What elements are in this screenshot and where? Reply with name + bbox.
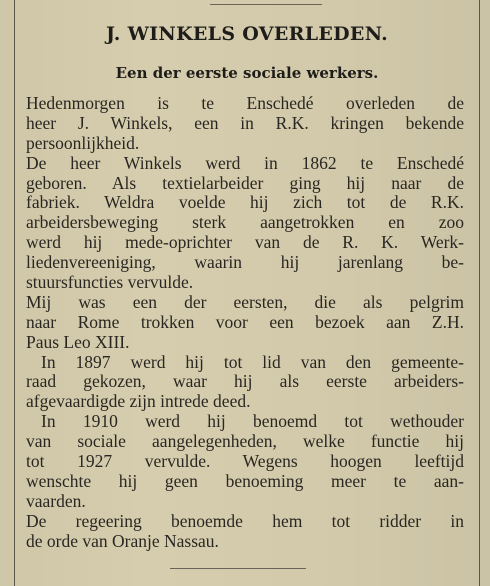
article-line: de orde van Oranje Nassau. — [26, 531, 219, 551]
article-line: De heer Winkels werd in 1862 te Enschedé — [26, 153, 464, 173]
article-line: heer J. Winkels, een in R.K. kringen bekende — [26, 113, 464, 133]
article-line: geboren. Als textielarbeider ging hij naar de — [26, 173, 464, 193]
article-subheading: Een der eerste sociale werkers. — [115, 64, 379, 82]
article-line: Paus Leo XIII. — [26, 332, 130, 352]
column-rule-right — [479, 0, 480, 586]
article-line: stuursfuncties vervulde. — [26, 273, 194, 293]
article-line: liedenvereeniging, waarin hij jarenlang be- — [26, 253, 464, 273]
article-headline: J. WINKELS OVERLEDEN. — [105, 23, 389, 45]
article-line: tot 1927 vervulde. Wegens hoogen leeftijd — [26, 452, 464, 472]
article-line: In 1897 werd hij tot lid van den gemeente- — [41, 352, 464, 372]
column-rule-left — [14, 0, 15, 586]
article-line: naar Rome trokken voor een bezoek aan Z.H. — [26, 312, 464, 332]
article-line: De regeering benoemde hem tot ridder in — [26, 511, 464, 531]
article-line: persoonlijkheid. — [26, 133, 140, 153]
article-body — [26, 94, 464, 551]
article-line: In 1910 werd hij benoemd tot wethouder — [41, 412, 464, 432]
article-line: wenschte hij geen benoeming meer te aan- — [26, 471, 464, 491]
article-line: Hedenmorgen is te Enschedé overleden de — [26, 94, 464, 113]
article-line: raad gekozen, waar hij als eerste arbeiders- — [26, 372, 464, 392]
article-line: afgevaardigde zijn intrede deed. — [26, 392, 251, 412]
bottom-separator-rule — [170, 568, 306, 569]
article-line: van sociale aangelegenheden, welke functie hij — [26, 432, 464, 452]
article-line: vaarden. — [26, 491, 86, 511]
article-line: werd hij mede-oprichter van de R. K. Werk- — [26, 233, 464, 253]
top-separator-rule — [210, 4, 322, 5]
article-line: arbeidersbeweging sterk aangetrokken en zoo — [26, 213, 464, 233]
article-line: fabriek. Weldra voelde hij zich tot de R.K. — [26, 193, 464, 213]
article-line: Mij was een der eersten, die als pelgrim — [26, 292, 464, 312]
